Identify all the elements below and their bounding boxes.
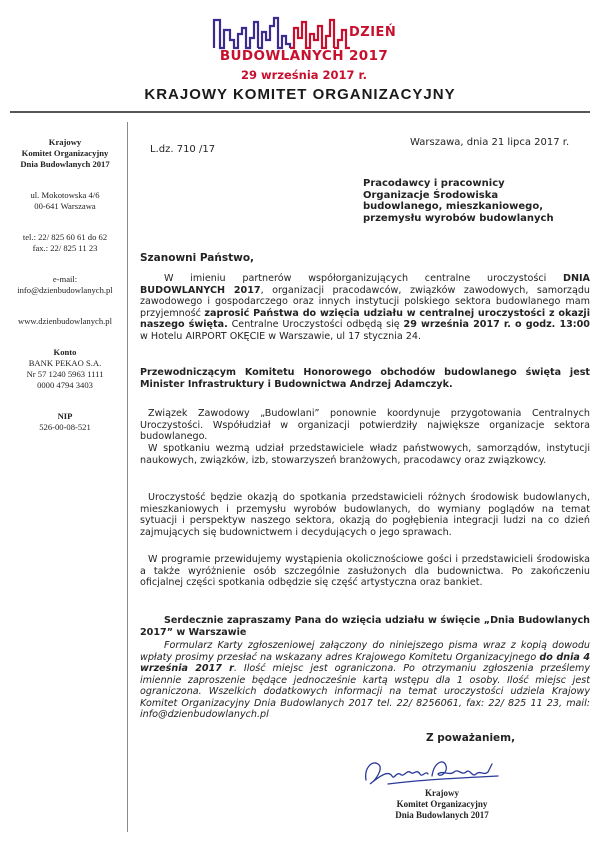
paragraph-invitation: W imieniu partnerów współorganizujących centralne uroczystości DNIA BUDOWLANYCH 2017, organizacji pracodawców, związków zawodowych, samorządu zawodowego i gospodarczego oraz innych instytucji polskiego sektora budowlanego mam przyjemność zaprosić Państwa do wzięcia udziału w centralnej uroczystości z okazji naszego święta. Centralne Uroczystości odbędą się 29 września 2017 r. o godz. 13:00 w Hotelu AIRPORT OKĘCIE w Warszawie, ul 17 stycznia 24. [140,273,591,342]
paragraph-honorary-committee: Przewodniczącym Komitetu Honorowego obchodów budowlanego święta jest Minister Infrastruktury i Budownictwa Andrzej Adamczyk. [140,367,590,390]
sidebar-website: www.dzienbudowlanych.pl [18,316,112,326]
sidebar-account-label: Konto [53,347,77,357]
letter-reference-number: L.dz. 710 /17 [150,144,216,155]
letter-place-date: Warszawa, dnia 21 lipca 2017 r. [410,137,570,148]
signature-line2: Komitet Organizacyjny [396,799,488,809]
letter-salutation: Szanowni Państwo, [140,252,255,264]
logo-text-budowlanych: BUDOWLANYCH 2017 [219,48,389,64]
letter-closing: Z poważaniem, [426,732,516,744]
sidebar-account-line1: Nr 57 1240 5963 1111 [26,369,104,379]
paragraph-registration-info: Formularz Karty zgłoszeniowej załączony do niniejszego pisma wraz z kopią dowodu wpłaty prosimy przesłać na wskazany adres Krajowego Komitetu Organizacyjnego do dnia 4 września 2017 r. Ilość miejsc jest ograniczona. Po otrzymaniu zgłoszenia prześlemy imiennie zaproszenie będące jednocześnie kartą wstępu dla 1 osoby. Ilość miejsc jest ograniczona. Wszelkich dodatkowych informacji na temat uroczystości udziela Krajowy Komitet Organizacyjny Dnia Budowlanych 2017 tel. 22/ 8256061, fax: 22/ 825 11 23, mail: info@dzienbudowlanych.pl [140,640,591,720]
sidebar-tel: tel.: 22/ 825 60 61 do 62 [22,232,108,242]
header-divider [10,111,590,113]
logo-text-dzien: DZIEŃ [349,25,397,40]
sidebar-org-line3: Dnia Budowlanych 2017 [20,159,110,169]
signature-line3: Dnia Budowlanych 2017 [395,810,489,820]
sidebar-org-line1: Krajowy [48,137,82,147]
event-logo [212,10,412,90]
sidebar-nip: 526-00-08-521 [39,422,91,432]
paragraph-cordial-invitation: Serdecznie zapraszamy Pana do wzięcia udziału w święcie „Dnia Budowlanych 2017” w Warszawie [140,615,590,638]
sidebar-nip-label: NIP [57,411,73,421]
logo-text-date: 29 września 2017 r. [241,68,367,82]
sidebar-email-label: e-mail: [52,274,78,284]
sidebar-email: info@dzienbudowlanych.pl [17,285,113,295]
paragraph-participants: W spotkaniu wezmą udział przedstawiciele władz państwowych, samorządów, instytucji naukowych, związków, izb, stowarzyszeń branżowych, pracodawcy oraz związkowcy. [140,443,590,466]
sidebar-address-line2: 00-641 Warszawa [34,201,96,211]
sidebar-contact-info [6,137,124,433]
paragraph-programme: W programie przewidujemy wystąpienia okolicznościowe gości i przedstawicieli środowiska a także wyróżnienie osób szczególnie zasłużonych dla budownictwa. Po zakończeniu oficjalnej części spotkania odbędzie się część artystyczna oraz bankiet. [140,554,590,588]
sidebar-divider [127,122,128,832]
sidebar-fax: fax.: 22/ 825 11 23 [32,243,98,253]
addressee-line: Organizacje Środowiska [363,189,499,201]
sidebar-account-line2: 0000 4794 3403 [37,380,93,390]
signature-block [362,788,522,821]
addressee-line: Pracodawcy i pracownicy [363,178,505,189]
letter-addressee [363,178,591,224]
paragraph-occasion: Uroczystość będzie okazją do spotkania przedstawicieli różnych środowisk budowlanych, mieszkaniowych i przemysłu wyrobów budowlanych, do wymiany poglądów na temat sytuacji i perspektyw naszego sektora, okazją do pogłębienia integracji ludzi na co dzień zajmujących się budownictwem i decydujących o jego sprawach. [140,492,590,538]
sidebar-org-line2: Komitet Organizacyjny [21,148,109,158]
sidebar-address-line1: ul. Mokotowska 4/6 [30,190,100,200]
signature-line1: Krajowy [425,788,459,798]
addressee-line: przemysłu wyrobów budowlanych [363,212,554,224]
addressee-line: budowlanego, mieszkaniowego, [363,201,543,212]
paragraph-union-coordination: Związek Zawodowy „Budowlani” ponownie koordynuje przygotowania Centralnych Uroczystości. Współudział w organizacji potwierdziły największe organizacje sektora budowlanego. [140,408,590,442]
handwritten-signature-icon [358,750,518,792]
sidebar-bank: BANK PEKAO S.A. [28,358,102,368]
organization-title: KRAJOWY KOMITET ORGANIZACYJNY [144,86,456,103]
